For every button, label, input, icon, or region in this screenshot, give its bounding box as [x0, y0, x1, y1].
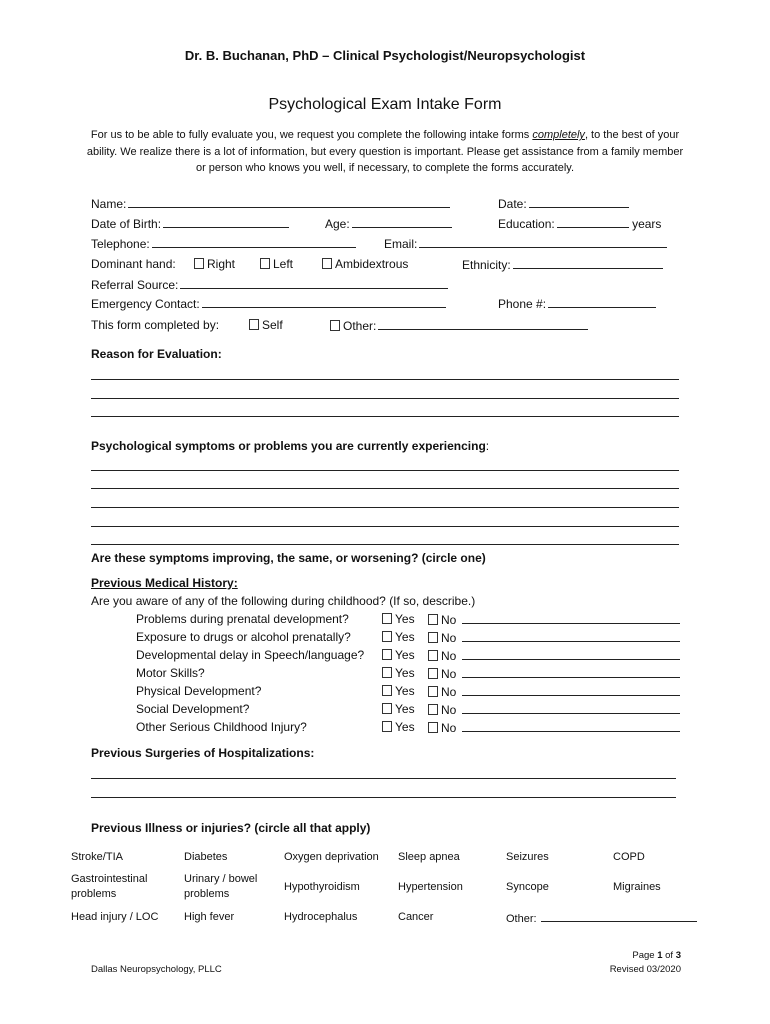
describe-line[interactable] [462, 630, 680, 642]
telephone-label: Telephone: [91, 237, 150, 251]
right-hand-option[interactable] [194, 257, 235, 271]
symptoms-line-2[interactable] [91, 488, 679, 489]
ethnicity-line[interactable] [513, 257, 663, 269]
name-field[interactable] [91, 196, 450, 211]
medical-no-option[interactable] [428, 666, 680, 681]
reason-line-2[interactable] [91, 398, 679, 399]
medical-no-option[interactable] [428, 720, 680, 735]
age-field[interactable] [325, 216, 452, 231]
yes-checkbox[interactable] [382, 703, 392, 714]
other-checkbox[interactable] [330, 320, 340, 331]
illness-title: Previous Illness or injuries? (circle all that apply) [91, 821, 371, 835]
phone-line[interactable] [548, 296, 656, 308]
medical-no-option[interactable] [428, 702, 680, 717]
left-label: Left [273, 257, 294, 271]
medical-no-option[interactable] [428, 684, 680, 699]
medical-item [136, 630, 351, 644]
yes-label: Yes [395, 666, 415, 680]
illness-other-line[interactable] [541, 910, 697, 922]
years-label: years [632, 217, 662, 231]
no-label: No [441, 631, 457, 645]
childhood-question: Are you aware of any of the following during childhood? (If so, describe.) [91, 594, 476, 608]
illness-option[interactable]: Migraines [613, 881, 661, 893]
age-line[interactable] [352, 216, 452, 228]
email-line[interactable] [419, 236, 667, 248]
illness-option[interactable]: Hypertension [398, 881, 463, 893]
symptoms-title-text: Psychological symptoms or problems you are currently experiencing [91, 439, 486, 453]
medical-item [136, 612, 349, 626]
left-checkbox[interactable] [260, 258, 270, 269]
page-prefix: Page [632, 950, 658, 961]
medical-item-label: Developmental delay in Speech/language? [136, 648, 365, 662]
medical-no-option[interactable] [428, 612, 680, 627]
medical-item-label: Social Development? [136, 702, 250, 716]
symptoms-title [91, 439, 489, 453]
reason-title: Reason for Evaluation: [91, 347, 222, 361]
illness-other-label: Other: [506, 912, 537, 925]
no-label: No [441, 721, 457, 735]
illness-option[interactable]: Diabetes [184, 850, 228, 863]
illness-option[interactable]: Urinary / bowel problems [184, 873, 258, 900]
medical-item [136, 702, 249, 716]
education-line[interactable] [557, 216, 629, 228]
emergency-field[interactable] [91, 296, 446, 311]
right-label: Right [207, 257, 236, 271]
medical-item-label: Exposure to drugs or alcohol prenatally? [136, 630, 351, 644]
reason-line-1[interactable] [91, 379, 679, 380]
date-line[interactable] [529, 196, 629, 208]
symptoms-line-1[interactable] [91, 470, 679, 471]
describe-line[interactable] [462, 612, 680, 624]
intro-paragraph [86, 127, 684, 177]
medical-item-label: Motor Skills? [136, 666, 205, 680]
no-checkbox[interactable] [428, 614, 438, 625]
medical-yes-option[interactable] [382, 666, 415, 680]
ethnicity-label: Ethnicity: [462, 258, 511, 272]
yes-checkbox[interactable] [382, 631, 392, 642]
page-total: 3 [675, 950, 681, 961]
email-label: Email: [384, 237, 418, 251]
self-checkbox[interactable] [249, 319, 259, 330]
page-of: of [662, 950, 676, 961]
ethnicity-field[interactable] [462, 257, 663, 272]
illness-table [71, 844, 711, 929]
illness-option[interactable]: Gastrointestinal problems [71, 873, 148, 900]
phone-field[interactable] [498, 296, 656, 311]
medical-yes-option[interactable] [382, 630, 415, 644]
yes-label: Yes [395, 612, 415, 626]
footer-org: Dallas Neuropsychology, PLLC [91, 964, 222, 975]
no-label: No [441, 667, 457, 681]
symptoms-line-4[interactable] [91, 526, 679, 527]
illness-option[interactable]: Oxygen deprivation [284, 850, 379, 863]
phone-label: Phone #: [498, 297, 547, 311]
ambidextrous-checkbox[interactable] [322, 258, 332, 269]
medical-item-label: Problems during prenatal development? [136, 612, 349, 626]
no-checkbox[interactable] [428, 686, 438, 697]
left-hand-option[interactable] [260, 257, 293, 271]
age-label: Age: [325, 217, 350, 231]
ambidextrous-label: Ambidextrous [335, 257, 409, 271]
dob-line[interactable] [163, 216, 289, 228]
page-number [0, 950, 681, 961]
medical-item-label: Other Serious Childhood Injury? [136, 720, 307, 734]
medical-history-title: Previous Medical History: [91, 576, 238, 590]
describe-line[interactable] [462, 702, 680, 714]
email-field[interactable] [384, 236, 667, 251]
emergency-line[interactable] [202, 296, 446, 308]
no-checkbox[interactable] [428, 722, 438, 733]
intro-text-1: For us to be able to fully evaluate you, we request you complete the following intake forms [90, 129, 533, 141]
yes-checkbox[interactable] [382, 685, 392, 696]
date-label: Date: [498, 197, 527, 211]
illness-option[interactable]: Syncope [506, 881, 549, 893]
yes-checkbox[interactable] [382, 649, 392, 660]
yes-label: Yes [395, 648, 415, 662]
no-checkbox[interactable] [428, 668, 438, 679]
symptoms-line-5[interactable] [91, 544, 679, 545]
intro-emphasis: completely [532, 129, 585, 141]
ambidextrous-option[interactable] [322, 257, 408, 271]
illness-option[interactable]: Stroke/TIA [71, 850, 123, 863]
dominant-hand-label: Dominant hand: [91, 257, 176, 271]
symptoms-trend-question: Are these symptoms improving, the same, or worsening? (circle one) [91, 551, 486, 565]
yes-label: Yes [395, 630, 415, 644]
medical-no-option[interactable] [428, 630, 680, 645]
illness-option[interactable]: Sleep apnea [398, 850, 460, 863]
illness-option[interactable]: High fever [184, 911, 235, 923]
illness-row [71, 905, 711, 929]
illness-row [71, 869, 711, 905]
self-option[interactable] [249, 318, 283, 332]
right-checkbox[interactable] [194, 258, 204, 269]
symptoms-line-3[interactable] [91, 507, 679, 508]
other-option[interactable] [330, 318, 588, 333]
revision-date: Revised 03/2020 [609, 964, 681, 975]
emergency-label: Emergency Contact: [91, 297, 200, 311]
yes-checkbox[interactable] [382, 721, 392, 732]
yes-label: Yes [395, 684, 415, 698]
no-label: No [441, 685, 457, 699]
no-checkbox[interactable] [428, 650, 438, 661]
medical-yes-option[interactable] [382, 684, 415, 698]
describe-line[interactable] [462, 684, 680, 696]
education-field[interactable] [498, 216, 661, 231]
referral-label: Referral Source: [91, 278, 179, 292]
page-current: 1 [657, 950, 663, 961]
name-label: Name: [91, 197, 127, 211]
referral-line[interactable] [180, 277, 448, 289]
illness-option[interactable]: Hydrocephalus [284, 911, 358, 923]
reason-line-3[interactable] [91, 416, 679, 417]
medical-yes-option[interactable] [382, 648, 415, 662]
yes-label: Yes [395, 720, 415, 734]
medical-no-option[interactable] [428, 648, 680, 663]
no-label: No [441, 649, 457, 663]
intro-text-2: , to the best of your ability. We realize there is a lot of information, but every question is important. Please get assistance from a family member or person who knows you well, if necessary, to complete the forms accurately. [86, 129, 684, 174]
other-line[interactable] [378, 318, 588, 330]
medical-item [136, 648, 364, 662]
surgeries-title: Previous Surgeries of Hospitalizations: [91, 746, 315, 760]
form-title: Psychological Exam Intake Form [268, 96, 502, 113]
medical-item [136, 720, 307, 734]
self-label: Self [262, 318, 283, 332]
illness-row [71, 844, 711, 869]
symptoms-colon: : [485, 439, 490, 453]
illness-option[interactable]: Head injury / LOC [71, 911, 159, 923]
illness-option[interactable]: Seizures [506, 850, 549, 863]
medical-yes-option[interactable] [382, 720, 415, 734]
no-checkbox[interactable] [428, 704, 438, 715]
medical-item [136, 666, 205, 680]
yes-checkbox[interactable] [382, 613, 392, 624]
describe-line[interactable] [462, 648, 680, 660]
medical-item [136, 684, 261, 698]
yes-checkbox[interactable] [382, 667, 392, 678]
no-checkbox[interactable] [428, 632, 438, 643]
surgeries-line-1[interactable] [91, 778, 676, 779]
describe-line[interactable] [462, 720, 680, 732]
illness-option[interactable]: Hypothyroidism [284, 881, 360, 893]
describe-line[interactable] [462, 666, 680, 678]
medical-item-label: Physical Development? [136, 684, 262, 698]
referral-field[interactable] [91, 277, 448, 292]
illness-option[interactable]: Cancer [398, 911, 434, 923]
illness-option[interactable]: COPD [613, 850, 645, 863]
education-label: Education: [498, 217, 555, 231]
yes-label: Yes [395, 702, 415, 716]
dob-field[interactable] [91, 216, 289, 231]
other-label: Other: [343, 319, 377, 333]
telephone-line[interactable] [152, 236, 356, 248]
medical-yes-option[interactable] [382, 612, 415, 626]
medical-yes-option[interactable] [382, 702, 415, 716]
date-field[interactable] [498, 196, 629, 211]
surgeries-line-2[interactable] [91, 797, 676, 798]
no-label: No [441, 703, 457, 717]
name-line[interactable] [128, 196, 450, 208]
practice-header: Dr. B. Buchanan, PhD – Clinical Psychologist/Neuropsychologist [184, 48, 586, 63]
no-label: No [441, 613, 457, 627]
telephone-field[interactable] [91, 236, 356, 251]
illness-other-cell[interactable] [506, 905, 711, 929]
completed-by-label: This form completed by: [91, 318, 220, 332]
dob-label: Date of Birth: [91, 217, 162, 231]
